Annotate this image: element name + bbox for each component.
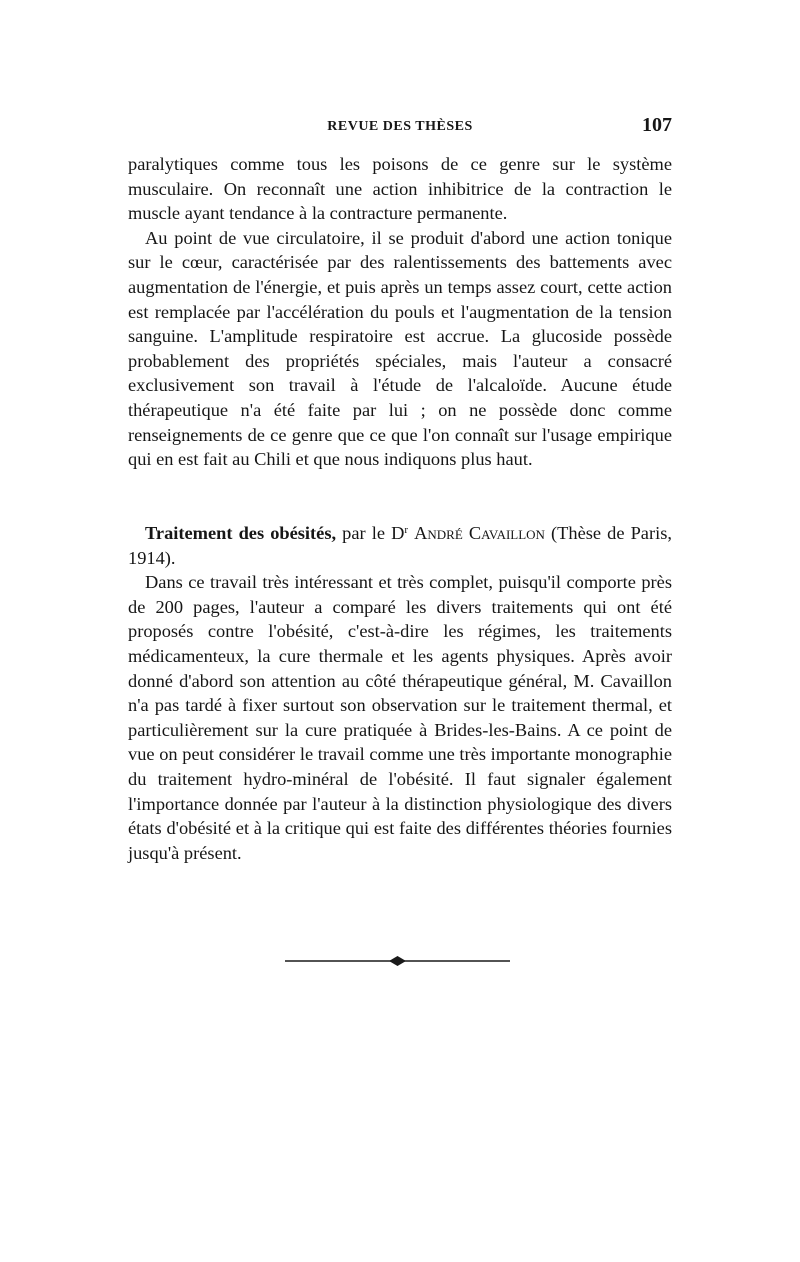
article-citation: (Thèse de Paris, 1914). — [128, 523, 672, 568]
ornament-rule-icon — [285, 954, 510, 968]
author-name: André Cavaillon — [414, 523, 545, 543]
end-ornament — [285, 954, 510, 968]
paragraph: Au point de vue circulatoire, il se produit d'abord une action tonique sur le cœur, caractérisée par des ralentissements des battements avec augmentation de l'énergie, et puis après un temps assez court, cette action est remplacée par l'accélération du pouls et l'augmentation de la tension sanguine. L'amplitude respiratoire est accrue. La glucoside possède probablement des propriétés spéciales, mais l'auteur a consacré exclusivement son travail à l'étude de l'alcaloïde. Aucune étude thérapeutique n'a été faite par lui ; on ne possède donc comme renseignements de ce genre que ce que l'on connaît sur l'usage empirique qui en est fait au Chili et que nous indiquons plus haut. — [128, 227, 672, 470]
article-by: par le — [342, 523, 386, 543]
paragraph: Dans ce travail très intéressant et très complet, puisqu'il comporte près de 200 pages, l'auteur a comparé les divers traitements qui ont été proposés contre l'obésité, c'est-à-dire les régimes, les traitements médicamenteux, la cure thermale et les agents physiques. Après avoir donné d'abord son attention au côté thérapeutique général, M. Cavaillon n'a pas tardé à fixer surtout son observation sur le traitement thermal, et particulièrement sur la cure pratiquée à Brides-les-Bains. A ce point de vue on peut considérer le travail comme une très importante monographie du traitement hydro-minéral de l'obésité. Il faut signaler également l'importance donnée par l'auteur à la distinction physiologique des divers états d'obésité et à la critique qui est faite des différentes théories fournies jusqu'à présent. — [128, 572, 672, 863]
running-title: REVUE DES THÈSES — [327, 119, 473, 134]
running-head — [128, 114, 672, 138]
article-review — [128, 521, 672, 865]
page-number: 107 — [642, 114, 672, 136]
author-prefix: D — [391, 523, 405, 543]
article-title: Traitement des obésités, — [145, 523, 337, 543]
paragraph: paralytiques comme tous les poisons de ce genre sur le système musculaire. On reconnaît une action inhibitrice de la contraction le muscle ayant tendance à la contracture permanente. — [128, 154, 672, 224]
article-continued — [128, 152, 672, 472]
author-prefix-superscript: r — [404, 524, 409, 536]
article-heading — [128, 521, 672, 570]
